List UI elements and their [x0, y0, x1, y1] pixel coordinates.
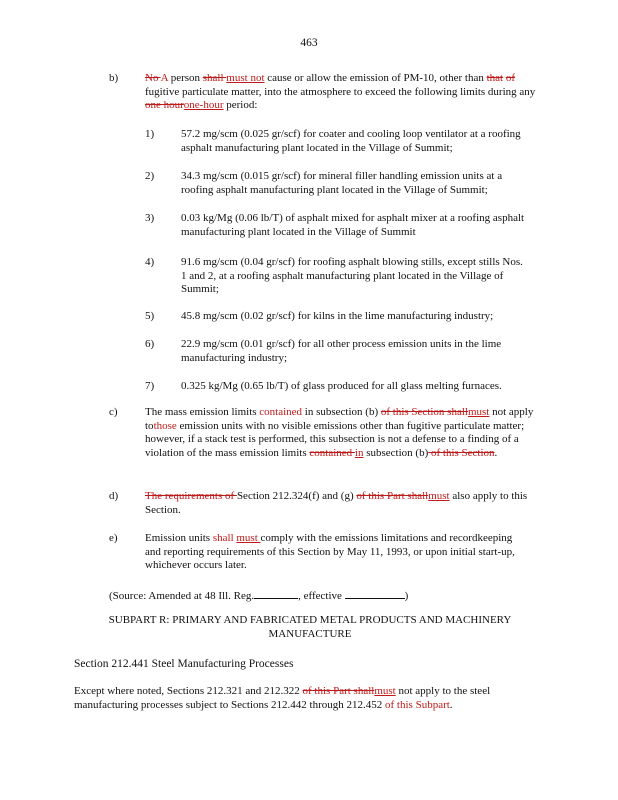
limit-item-number: 6): [145, 338, 155, 350]
limit-item-text: 91.6 mg/scm (0.04 gr/scf) for roofing asphalt blowing stills, except stills Nos. 1 and 2, at a roofing asphalt manufacturing plant located in the Village of Summit;: [181, 256, 523, 295]
source-note: (Source: Amended at 48 Ill. Reg. , effective ): [109, 590, 409, 602]
subsection-b-text: No A person shall must not cause or allow the emission of PM-10, other than that of fugitive particulate matter, into the atmosphere to exceed the following limits during any one hourone-hour period:: [145, 72, 536, 111]
limit-item-number: 7): [145, 380, 155, 392]
section-heading: Section 212.441 Steel Manufacturing Processes: [74, 658, 294, 670]
limit-item-number: 3): [145, 212, 155, 224]
section-body: Except where noted, Sections 212.321 and 212.322 of this Part shallmust not apply to the steel manufacturing processes subject to Sections 212.442 through 212.452 of this Subpart.: [74, 685, 491, 711]
subsection-b-label: b): [109, 72, 119, 84]
limit-item-number: 2): [145, 170, 155, 182]
limit-item-number: 1): [145, 128, 155, 140]
subsection-d-label: d): [109, 490, 119, 502]
limit-item-text: 22.9 mg/scm (0.01 gr/scf) for all other process emission units in the lime manufacturing industry;: [181, 338, 502, 364]
page-number: 463: [300, 37, 318, 49]
subsection-d-text: The requirements of Section 212.324(f) and (g) of this Part shallmust also apply to this Section.: [145, 490, 528, 516]
subsection-e-label: e): [109, 532, 118, 544]
limit-item-number: 5): [145, 310, 155, 322]
limit-item-text: 57.2 mg/scm (0.025 gr/scf) for coater and cooling loop ventilator at a roofing asphalt manufacturing plant located in the Village of Summit;: [181, 128, 521, 154]
limit-item-text: 0.03 kg/Mg (0.06 lb/T) of asphalt mixed for asphalt mixer at a roofing asphalt manufacturing plant located in the Village of Summit: [181, 212, 525, 238]
limit-item-number: 4): [145, 256, 155, 268]
limit-item-text: 34.3 mg/scm (0.015 gr/scf) for mineral filler handling emission units at a roofing asphalt manufacturing plant located in the Village of Summit;: [181, 170, 503, 196]
limit-item-text: 0.325 kg/Mg (0.65 lb/T) of glass produced for all glass melting furnaces.: [181, 380, 502, 392]
subsection-c-label: c): [109, 406, 118, 418]
subpart-title: SUBPART R: PRIMARY AND FABRICATED METAL PRODUCTS AND MACHINERY MANUFACTURE: [108, 614, 512, 640]
subsection-c-text: The mass emission limits contained in subsection (b) of this Section shallmust not apply tothose emission units with no visible emissions other than fugitive particulate matter; however, if a stack test is performed, this subsection is not a defense to a finding of a violation of the mass emission limits contained in subsection (b) of this Section.: [145, 406, 534, 459]
subsection-e-text: Emission units shall must comply with the emissions limitations and recordkeeping and reporting requirements of this Section by May 11, 1993, or upon initial start-up, whichever occurs later.: [145, 532, 515, 571]
limit-item-text: 45.8 mg/scm (0.02 gr/scf) for kilns in the lime manufacturing industry;: [181, 310, 494, 322]
